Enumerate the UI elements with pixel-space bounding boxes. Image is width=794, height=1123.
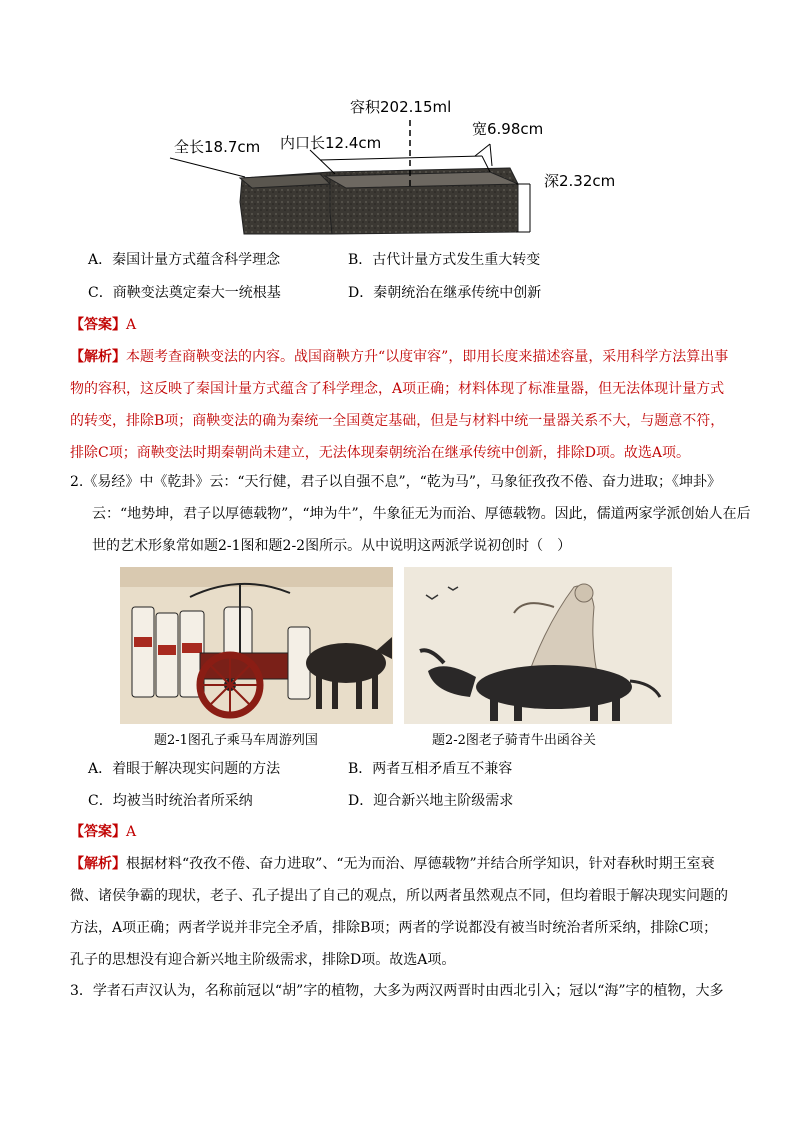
q1-option-b: B．古代计量方式发生重大转变 — [348, 252, 541, 268]
q2-option-a: A．着眼于解决现实问题的方法 — [88, 761, 281, 777]
inner-length-label: 内口长12.4cm — [280, 134, 382, 152]
width-label: 宽6.98cm — [472, 120, 544, 138]
q1-analysis-text: 本题考查商鞅变法的内容。战国商鞅方升“以度审容”，即用长度来描述容量，采用科学方法算出事物的容积，这反映了秦国计量方式蕴含了科学理念，A项正确；材料体现了标准量器，但无法体现计量方式的转变，排除B项；商鞅变法的确为秦统一全国奠定基础，但是与材料中统一量器关系不大，与题意不符，排除C项；商鞅变法时期秦朝尚未建立，无法体现秦朝统治在继承传统中创新，排除D项。故选A项。 — [70, 349, 729, 461]
laozi-ox-painting — [404, 567, 672, 724]
q2-answer — [70, 822, 136, 842]
q2-image-laozi — [404, 567, 672, 724]
q2-image-right-caption: 题2-2图老子骑青牛出函谷关 — [432, 733, 596, 748]
q2-image-left-caption: 题2-1图孔子乘马车周游列国 — [154, 733, 318, 748]
q1-answer — [70, 315, 136, 335]
q1-analysis — [70, 341, 730, 469]
q1-option-d: D．秦朝统治在继承传统中创新 — [348, 285, 542, 301]
confucius-chariot-painting — [120, 567, 393, 724]
q3-stem: 3．学者石声汉认为，名称前冠以“胡”字的植物，大多为两汉两晋时由西北引入；冠以“海”字的植物，大多 — [70, 983, 724, 999]
q2-answer-label: 【答案】 — [70, 824, 126, 840]
q2-stem: 2.《易经》中《乾卦》云：“天行健，君子以自强不息”，“乾为马”，马象征孜孜不倦、奋力进取；《坤卦》云：“地势坤，君子以厚德载物”，“坤为牛”，牛象征无为而治、厚德载物。因此，儒道两家学派创始人在后世的艺术形象常如题2-1图和题2-2图所示。从中说明这两派学说初创时（ ） — [70, 474, 751, 554]
q1-answer-label: 【答案】 — [70, 317, 126, 333]
q2-answer-value: A — [126, 824, 137, 840]
q1-analysis-label: 【解析】 — [70, 349, 126, 365]
q2-image-confucius — [120, 567, 393, 724]
q2-analysis-text: 根据材料“孜孜不倦、奋力进取”、“无为而治、厚德载物”并结合所学知识，针对春秋时期王室衰微、诸侯争霸的现状，老子、孔子提出了自己的观点，所以两者虽然观点不同，但均着眼于解决现实问题的方法，A项正确；两者学说并非完全矛盾，排除B项；两者的学说都没有被当时统治者所采纳，排除C项；孔子的思想没有迎合新兴地主阶级需求，排除D项。故选A项。 — [70, 856, 728, 968]
volume-label: 容积202.15ml — [350, 98, 452, 116]
depth-label: 深2.32cm — [544, 172, 616, 190]
q2-option-d: D．迎合新兴地主阶级需求 — [348, 793, 514, 809]
q1-option-c: C．商鞅变法奠定秦大一统根基 — [88, 285, 281, 301]
q2-analysis-label: 【解析】 — [70, 856, 126, 872]
figure-measuring-vessel — [160, 92, 630, 242]
q2-option-c: C．均被当时统治者所采纳 — [88, 793, 253, 809]
q1-option-a: A．秦国计量方式蕴含科学理念 — [88, 252, 281, 268]
q1-answer-value: A — [126, 317, 137, 333]
total-length-label: 全长18.7cm — [174, 138, 261, 156]
q2-option-b: B．两者互相矛盾互不兼容 — [348, 761, 513, 777]
q2-analysis — [70, 848, 730, 976]
